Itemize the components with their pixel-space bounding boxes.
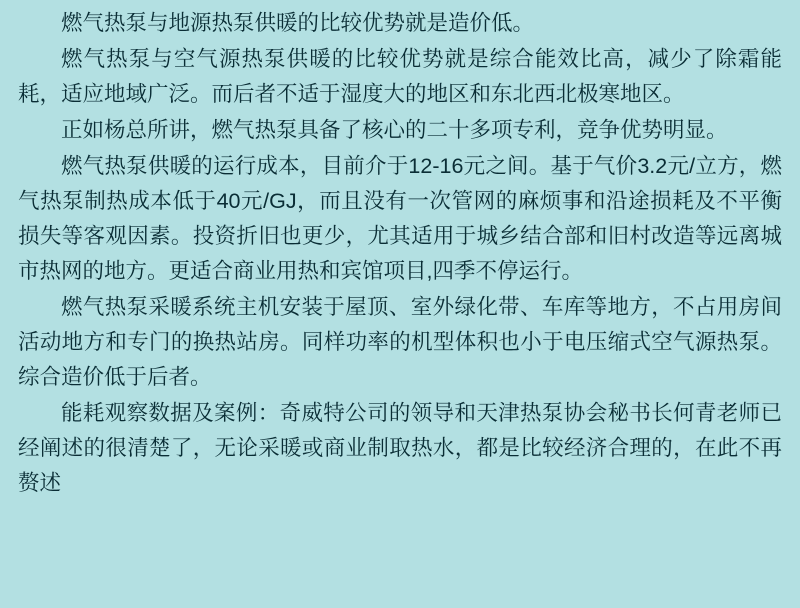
paragraph-2: 燃气热泵与空气源热泵供暖的比较优势就是综合能效比高，减少了除霜能耗，适应地域广泛。而后者不适于湿度大的地区和东北西北极寒地区。	[18, 47, 782, 106]
paragraph-4: 燃气热泵供暖的运行成本，目前介于12-16元之间。基于气价3.2元/立方，燃气热泵制热成本低于40元/GJ，而且没有一次管网的麻烦事和沿途损耗及不平衡损失等客观因素。投资折旧也更少，尤其适用于城乡结合部和旧村改造等远离城市热网的地方。更适合商业用热和宾馆项目,四季不停运行。	[18, 154, 782, 283]
paragraph-6: 能耗观察数据及案例：奇威特公司的领导和天津热泵协会秘书长何青老师已经阐述的很清楚了，无论采暖或商业制取热水，都是比较经济合理的，在此不再赘述	[18, 401, 782, 495]
paragraph-3: 正如杨总所讲，燃气热泵具备了核心的二十多项专利，竞争优势明显。	[61, 118, 728, 142]
paragraph-1: 燃气热泵与地源热泵供暖的比较优势就是造价低。	[61, 11, 535, 35]
paragraph-5: 燃气热泵采暖系统主机安装于屋顶、室外绿化带、车库等地方，不占用房间活动地方和专门的换热站房。同样功率的机型体积也小于电压缩式空气源热泵。综合造价低于后者。	[18, 295, 782, 389]
